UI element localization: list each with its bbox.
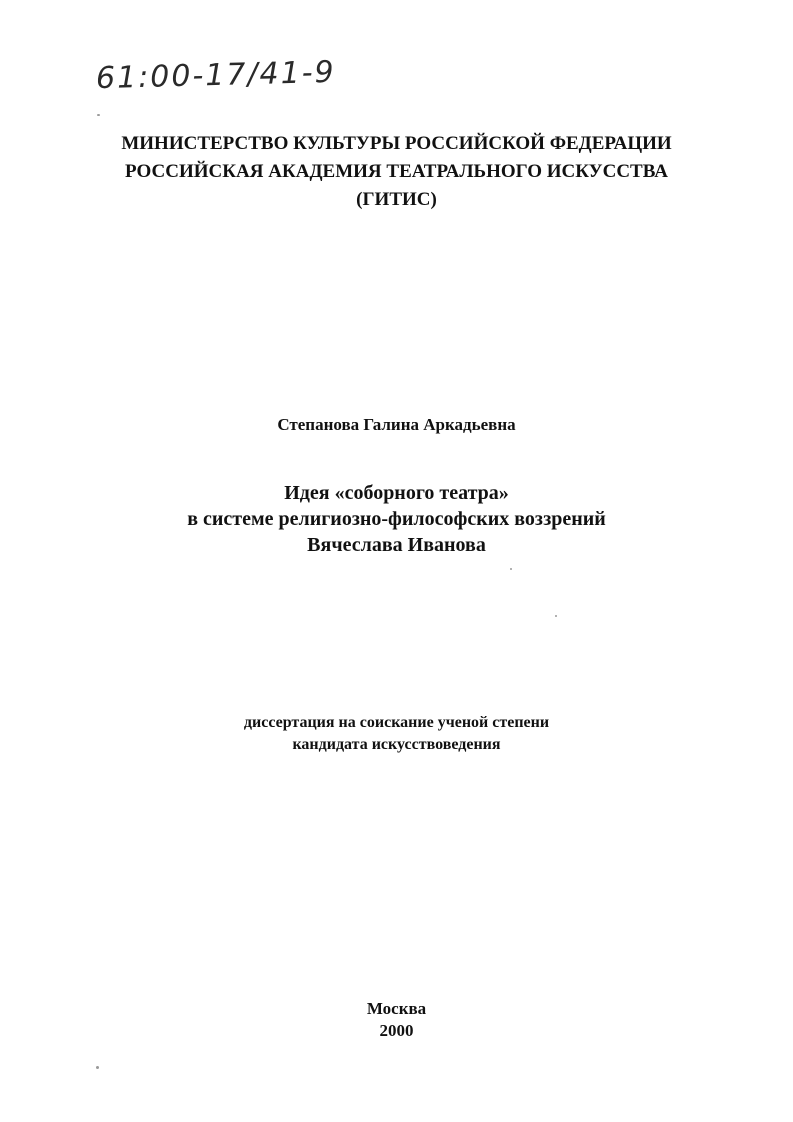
ministry-name: МИНИСТЕРСТВО КУЛЬТУРЫ РОССИЙСКОЙ ФЕДЕРАЦИИ [121,133,672,154]
year: 2000 [379,1021,414,1040]
scan-speck [96,1066,99,1069]
institution-header [0,130,793,214]
scan-speck [510,568,512,570]
degree-line-2: кандидата искусствоведения [292,736,501,753]
scan-speck [555,615,557,617]
place-and-year [0,998,793,1042]
title-line-3: Вячеслава Иванова [307,534,486,556]
handwritten-archive-number: 61:00-17/41-9 [95,54,337,97]
author-name: Степанова Галина Аркадьевна [277,415,516,434]
scan-speck [97,114,100,116]
degree-line-1: диссертация на соискание ученой степени [243,714,550,731]
academy-abbreviation: (ГИТИС) [356,189,437,210]
dissertation-title [0,480,793,558]
title-line-1: Идея «соборного театра» [284,482,509,504]
title-line-2: в системе религиозно-философских воззрений [187,508,606,530]
city: Москва [366,999,427,1018]
degree-statement [0,712,793,756]
academy-name: РОССИЙСКАЯ АКАДЕМИЯ ТЕАТРАЛЬНОГО ИСКУССТВА [125,161,668,182]
